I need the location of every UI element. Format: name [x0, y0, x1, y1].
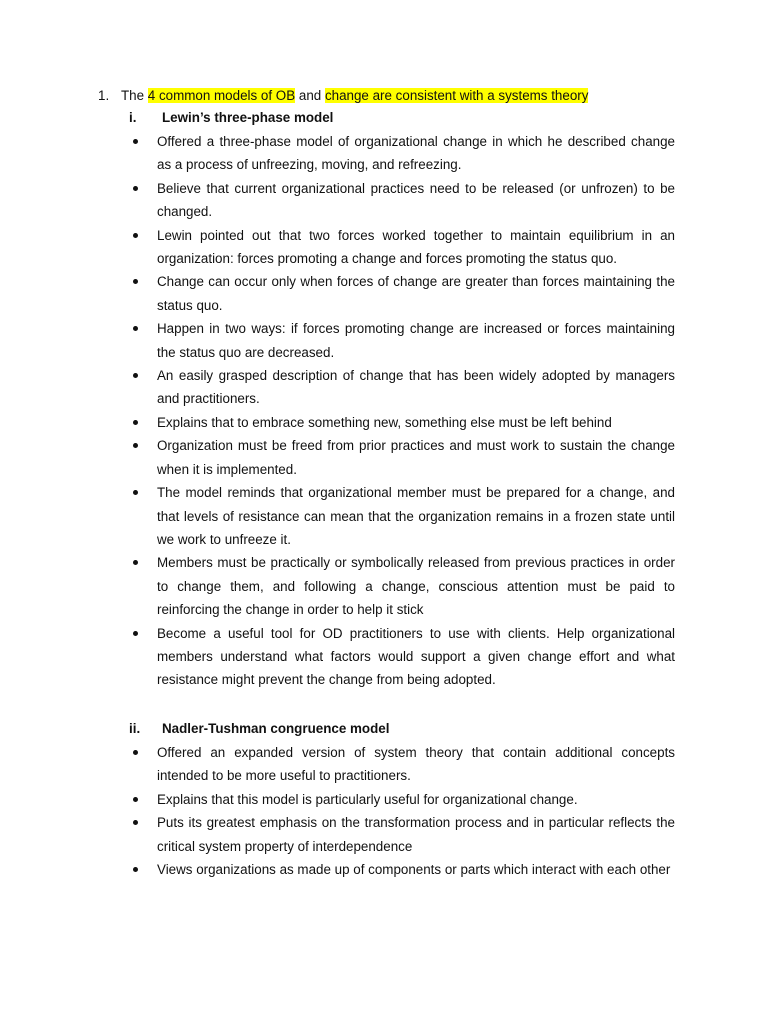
bullet-item — [129, 364, 675, 411]
bullet-text: An easily grasped description of change that has been widely adopted by managers and practitioners. — [157, 368, 675, 407]
highlighted-text-1: 4 common models of OB — [147, 88, 296, 103]
section-heading-nadler-tushman — [129, 719, 689, 739]
bullet-icon — [133, 820, 138, 825]
bullet-text: Change can occur only when forces of change are greater than forces maintaining the status quo. — [157, 274, 675, 313]
bullet-icon — [133, 443, 138, 448]
bullet-item — [129, 481, 675, 551]
roman-numeral: ii. — [129, 721, 141, 736]
bullet-text: Members must be practically or symbolically released from previous practices in order to change them, and following a change, conscious attention must be paid to reinforcing the change in order to help it stick — [157, 555, 675, 618]
bullet-item — [129, 411, 675, 434]
connector-text: and — [295, 88, 325, 103]
bullet-icon — [133, 373, 138, 378]
bullet-item — [129, 270, 675, 317]
bullet-icon — [133, 233, 138, 238]
bullet-item — [129, 788, 675, 811]
section-heading-lewin — [129, 108, 689, 128]
bullet-item — [129, 317, 675, 364]
bullet-item — [129, 130, 675, 177]
bullet-text: Offered a three-phase model of organizational change in which he described change as a process of unfreezing, moving, and refreezing. — [157, 134, 675, 173]
list-number: 1. — [98, 88, 110, 103]
bullet-list-lewin — [129, 130, 675, 692]
bullet-text: Organization must be freed from prior practices and must work to sustain the change when it is implemented. — [157, 438, 675, 477]
bullet-text: Explains that to embrace something new, something else must be left behind — [157, 414, 612, 430]
bullet-list-nadler-tushman — [129, 741, 675, 881]
bullet-item — [129, 224, 675, 271]
intro-text: The — [121, 88, 148, 103]
bullet-icon — [133, 867, 138, 872]
bullet-text: Believe that current organizational practices need to be released (or unfrozen) to be changed. — [157, 180, 675, 220]
bullet-item — [129, 622, 675, 692]
bullet-text: The model reminds that organizational member must be prepared for a change, and that levels of resistance can mean that the organization remains in a frozen state until we work to unfreeze it. — [157, 485, 675, 547]
bullet-icon — [133, 631, 138, 636]
bullet-text: Views organizations as made up of components or parts which interact with each other — [157, 862, 671, 878]
bullet-icon — [133, 279, 138, 284]
bullet-item — [129, 811, 675, 858]
bullet-text: Puts its greatest emphasis on the transformation process and in particular reflects the critical system property of interdependence — [157, 815, 675, 854]
highlighted-text-2: change are consistent with a systems theory — [324, 88, 589, 103]
bullet-text: Happen in two ways: if forces promoting change are increased or forces maintaining the status quo are decreased. — [157, 321, 675, 360]
section-title: Nadler-Tushman congruence model — [162, 721, 390, 736]
list-item-1 — [98, 86, 678, 106]
bullet-icon — [133, 139, 138, 144]
bullet-text: Lewin pointed out that two forces worked together to maintain equilibrium in an organization: forces promoting a change and forces promoting the status quo. — [157, 227, 675, 267]
bullet-item — [129, 177, 675, 224]
bullet-icon — [133, 420, 138, 425]
bullet-item — [129, 858, 675, 881]
bullet-text: Become a useful tool for OD practitioners to use with clients. Help organizational members understand what factors would support a given change effort and what resistance might prevent the change from being adopted. — [157, 625, 675, 688]
bullet-item — [129, 434, 675, 481]
bullet-icon — [133, 186, 138, 191]
bullet-icon — [133, 326, 138, 331]
bullet-item — [129, 551, 675, 621]
section-title: Lewin’s three-phase model — [162, 110, 334, 125]
bullet-icon — [133, 560, 138, 565]
bullet-text: Explains that this model is particularly useful for organizational change. — [157, 791, 578, 807]
bullet-icon — [133, 750, 138, 755]
bullet-icon — [133, 490, 138, 495]
roman-numeral: i. — [129, 110, 137, 125]
bullet-item — [129, 741, 675, 788]
bullet-text: Offered an expanded version of system theory that contain additional concepts intended to be more useful to practitioners. — [157, 745, 675, 784]
bullet-icon — [133, 797, 138, 802]
